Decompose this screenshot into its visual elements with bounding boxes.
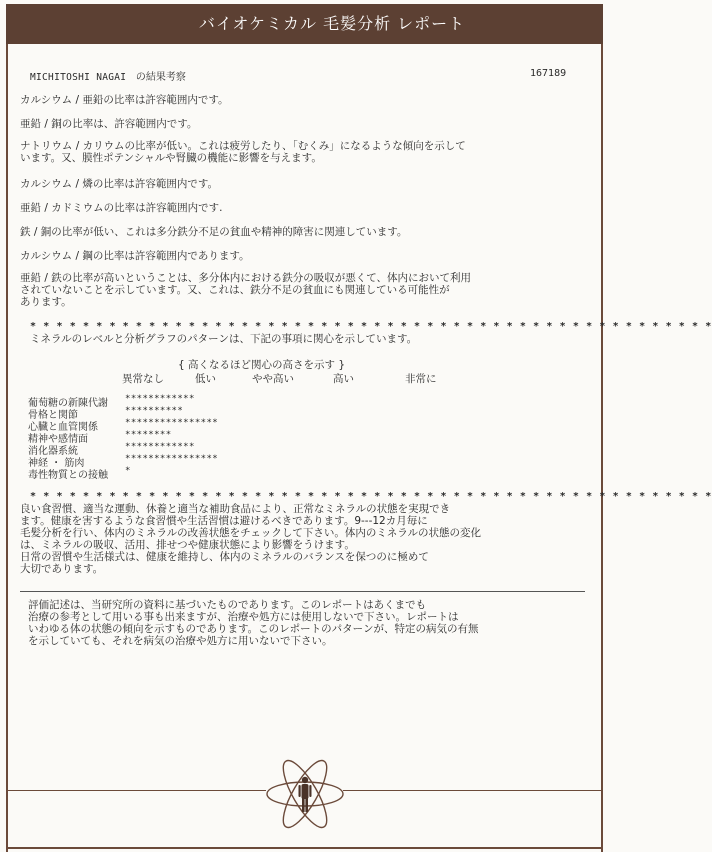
frame-bottom: [6, 847, 603, 849]
advice-line: 毛髪分析を行い、体内のミネラルの改善状態をチェックして下さい。体内のミネラルの状態の変化: [20, 527, 482, 539]
finding-line: 鉄 / 銅の比率が低い、これは多分鉄分不足の貧血や精神的障害に関連しています。: [20, 226, 408, 238]
level-label-slightly-high: やや高い: [252, 373, 294, 385]
concern-bar: **********: [125, 406, 184, 416]
concern-bar: *: [125, 466, 131, 476]
concern-label: 精神や感情面: [28, 434, 88, 445]
advice-line: ます。健康を害するような食習慣や生活習慣は避けるべきであります。9---12カ月毎に: [20, 515, 428, 527]
client-suffix: の結果考察: [135, 72, 186, 83]
level-label-very-high: 非常に: [405, 373, 437, 385]
disclaimer-rule: [20, 591, 585, 592]
finding-line: ナトリウム / カリウムの比率が低い。これは疲労したり、「むくみ」になるような傾向を示して: [20, 140, 466, 152]
finding-line: あります。: [20, 296, 72, 308]
client-name: MICHITOSHI NAGAI: [30, 72, 127, 83]
footer-rule-left: [8, 790, 266, 791]
finding-line: 亜鉛 / カドミウムの比率は許容範囲内です.: [20, 202, 223, 214]
finding-line: 亜鉛 / 銅の比率は、許容範囲内です。: [20, 118, 198, 130]
concern-bar: ********: [125, 430, 172, 440]
disclaimer-line: を示していても、それを病気の治療や処方に用いないで下さい。: [28, 635, 333, 647]
advice-line: 日常の習慣や生活様式は、健康を維持し、体内のミネラルのバランスを保つのに極めて: [20, 551, 429, 563]
concern-bar: ************: [125, 442, 195, 452]
concern-label: 骨格と関節: [28, 410, 78, 421]
advice-line: 良い食習慣、適当な運動、休養と適当な補助食品により、正常なミネラルの状態を実現でき: [20, 503, 451, 515]
legend-title: { 高くなるほど関心の高さを示す }: [178, 359, 346, 371]
separator-middle: * * * * * * * * * * * * * * * * * * * * * * * * * * * * * * * * * * * * * * * * * * * * * * * * * * * *: [30, 491, 712, 502]
record-number: 167189: [530, 68, 567, 79]
concern-label: 葡萄糖の新陳代謝: [28, 398, 108, 409]
graph-intro: ミネラルのレベルと分析グラフのパターンは、下記の事項に関心を示しています。: [30, 333, 418, 345]
concern-bar: ************: [125, 394, 195, 404]
frame-right: [601, 44, 603, 852]
disclaimer-line: 治療の参考として用いる事も出来ますが、治療や処方には使用しないで下さい。レポートは: [28, 611, 459, 623]
finding-line: カルシウム / 亜鉛の比率は許容範囲内です。: [20, 94, 229, 106]
finding-line: います。又、膜性ポテンシャルや腎臓の機能に影響を与えます。: [20, 152, 322, 164]
frame-left: [6, 44, 8, 852]
footer-rule-right: [343, 790, 601, 791]
level-label-low: 低い: [195, 373, 216, 385]
advice-line: 大切であります。: [20, 563, 104, 575]
separator-top: * * * * * * * * * * * * * * * * * * * * * * * * * * * * * * * * * * * * * * * * * * * * * * * * * * * *: [30, 321, 712, 332]
concern-bar: ****************: [125, 454, 219, 464]
client-heading: [30, 68, 186, 83]
finding-line: 亜鉛 / 鉄の比率が高いということは、多分体内における鉄分の吸収が悪くて、体内において利用: [20, 272, 472, 284]
concern-label: 神経 ・ 筋肉: [28, 458, 85, 469]
advice-line: は、ミネラルの吸収、活用、排せつや健康状態により影響をうけます。: [20, 539, 355, 551]
disclaimer-line: 評価記述は、当研究所の資料に基づいたものであります。このレポートはあくまでも: [28, 599, 427, 611]
finding-line: カルシウム / 鋼の比率は許容範囲内であります。: [20, 250, 250, 262]
report-header: [6, 4, 603, 44]
concern-label: 毒性物質との接触: [28, 470, 108, 481]
atom-human-emblem-icon: [264, 760, 346, 828]
disclaimer-line: いわゆる体の状態の傾向を示すものであります。このレポートのパターンが、特定の病気の有無: [28, 623, 479, 635]
level-label-none: 異常なし: [122, 373, 164, 385]
finding-line: されていないことを示しています。又、これは、鉄分不足の貧血にも関連している可能性が: [20, 284, 450, 296]
concern-label: 心臓と血管関係: [28, 422, 98, 433]
level-label-high: 高い: [333, 373, 354, 385]
report-title: バイオケミカル 毛髪分析 レポート: [198, 14, 466, 33]
concern-label: 消化器系統: [28, 446, 78, 457]
concern-bar: ****************: [125, 418, 219, 428]
finding-line: カルシウム / 燐の比率は許容範囲内です。: [20, 178, 219, 190]
